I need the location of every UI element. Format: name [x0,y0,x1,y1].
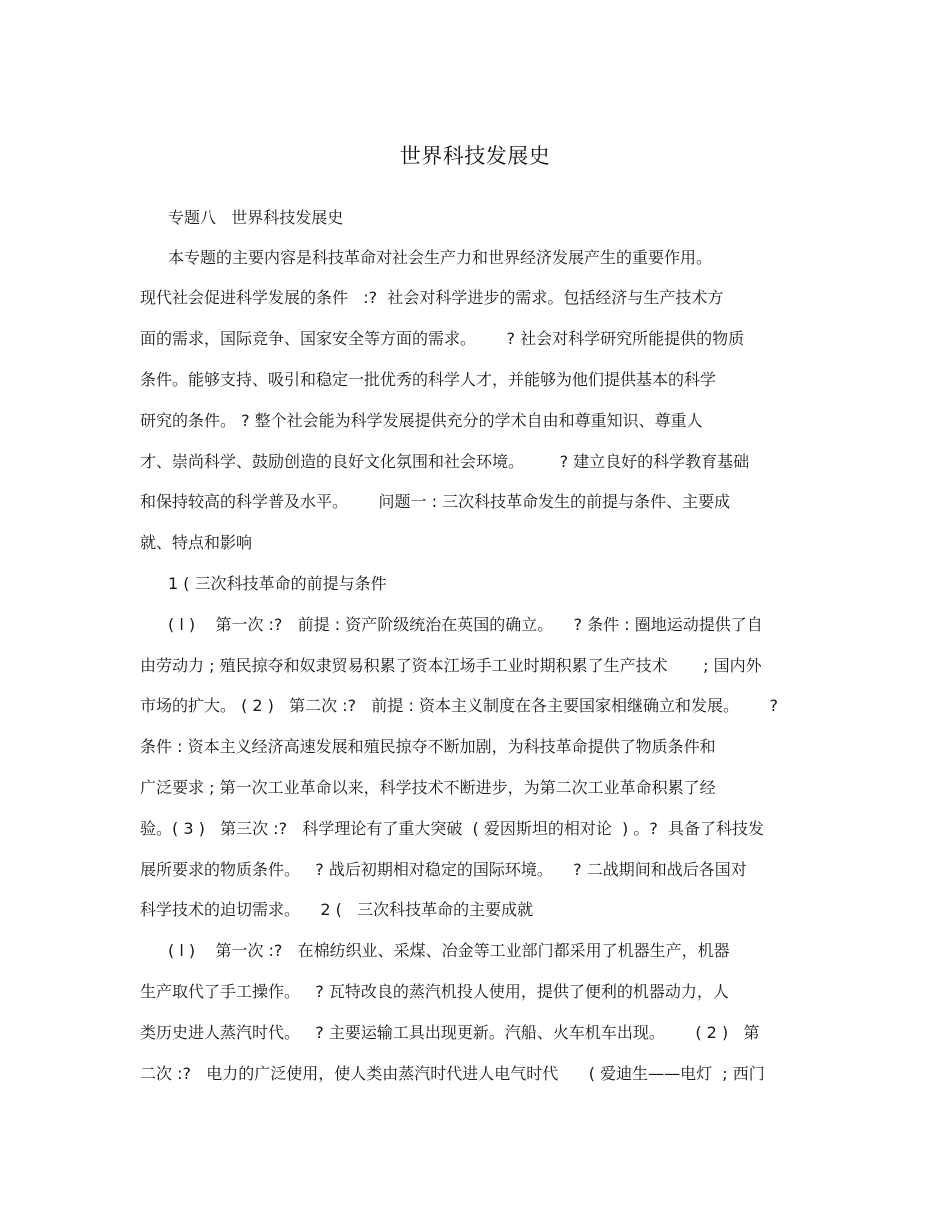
page-title: 世界科技发展史 [399,144,551,168]
paragraph-line: 验。( 3 ) 第三次 :? 科学理论有了重大突破 ( 爱因斯坦的相对论 ) 。? 具备了科技发 [140,819,764,838]
paragraph-line: 科学技术的迫切需求。 2 ( 三次科技革命的主要成就 [140,900,534,919]
paragraph-line: 生产取代了手工操作。 ? 瓦特改良的蒸汽机投人使用，提供了便利的机器动力，人 [140,982,729,1001]
paragraph-line: ( l ) 第一次 :? 前提 : 资产阶级统治在英国的确立。 ? 条件 : 圈地运动提供了自 [168,615,763,634]
paragraph-line: 才、崇尚科学、鼓励创造的良好文化氛围和社会环境。 ? 建立良好的科学教育基础 [140,452,750,471]
paragraph-line: 条件。能够支持、吸引和稳定一批优秀的科学人才，并能够为他们提供基本的科学 [140,370,717,389]
paragraph-line: 现代社会促进科学发展的条件 :? 社会对科学进步的需求。包括经济与生产技术方 [140,288,724,307]
paragraph-line: 研究的条件。 ? 整个社会能为科学发展提供充分的学术自由和尊重知识、尊重人 [140,411,703,430]
subsection-heading: 1 ( 三次科技革命的前提与条件 [168,574,387,593]
paragraph-line: 和保持较高的科学普及水平。 问题一 : 三次科技革命发生的前提与条件、主要成 [140,492,731,511]
paragraph-line: 广泛要求 ; 第一次工业革命以来，科学技术不断进步，为第二次工业革命积累了经 [140,778,716,797]
paragraph-line: 二次 :? 电力的广泛使用，使人类由蒸汽时代进人电气时代 ( 爱迪生——电灯 ; 西门 [140,1064,765,1083]
paragraph-line: 就、特点和影响 [140,533,253,552]
paragraph-line: 条件 : 资本主义经济高速发展和殖民掠夺不断加剧，为科技革命提供了物质条件和 [140,737,716,756]
paragraph-line: 市场的扩大。 ( 2 ) 第二次 :? 前提 : 资本主义制度在各主要国家相继确立和发展。 ? [140,696,778,715]
paragraph-line: 展所要求的物质条件。 ? 战后初期相对稳定的国际环境。 ? 二战期间和战后各国对 [140,860,747,879]
section-heading: 专题八 世界科技发展史 [168,208,344,227]
paragraph-line: 面的需求，国际竞争、国家安全等方面的需求。 ? 社会对科学研究所能提供的物质 [140,329,745,348]
paragraph-line: 类历史进人蒸汽时代。 ? 主要运输工具出现更新。汽船、火车机车出现。 ( 2 ) 第 [140,1023,760,1042]
paragraph-line: 由劳动力 ; 殖民掠夺和奴隶贸易积累了资本江场手工业时期积累了生产技术 ; 国内外 [140,656,762,675]
paragraph-line: 本专题的主要内容是科技革命对社会生产力和世界经济发展产生的重要作用。 [168,248,713,267]
paragraph-line: ( l ) 第一次 :? 在棉纺织业、采煤、冶金等工业部门都采用了机器生产，机器 [168,941,730,960]
